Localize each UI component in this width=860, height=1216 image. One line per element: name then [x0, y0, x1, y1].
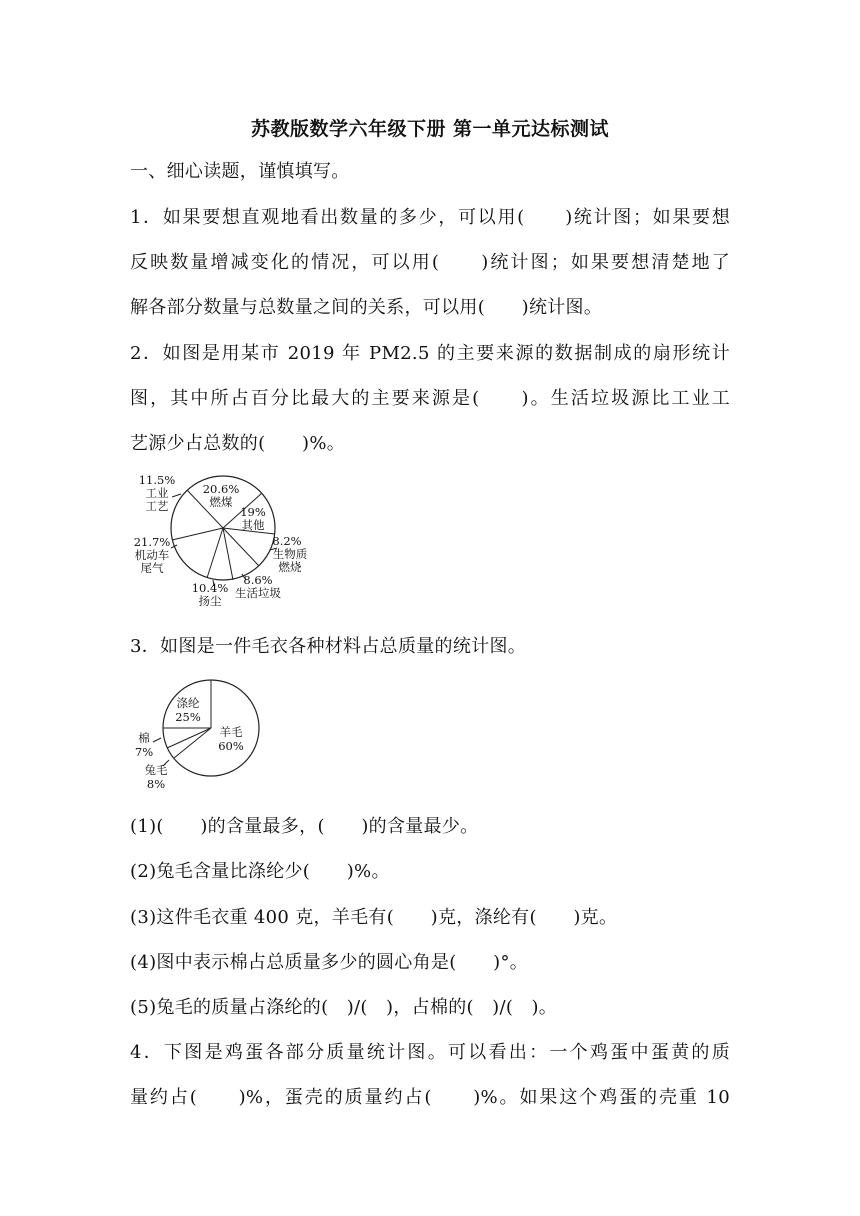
pie-label-dilun: 涤纶: [176, 696, 200, 710]
pie-label-laji-pct: 8.6%: [243, 573, 273, 587]
pie-label-gongye-2: 工艺: [145, 499, 169, 513]
pie-label-yangmao: 羊毛: [219, 725, 243, 739]
q3-sub-2: (2)兔毛含量比涤纶少( )%。: [130, 861, 390, 882]
q4-line-2: 量约占( )%，蛋壳的质量约占( )%。如果这个鸡蛋的壳重 10: [130, 1087, 730, 1108]
pie-label-jidong-1: 机动车: [134, 548, 170, 562]
page-title: 苏教版数学六年级下册 第一单元达标测试: [250, 118, 610, 140]
q3-sub-5: (5)兔毛的质量占涤纶的( )/( )，占棉的( )/( )。: [130, 997, 558, 1018]
pie-label-jidong-2: 尾气: [140, 561, 164, 575]
pie-label-mian: 棉: [138, 731, 150, 745]
pie-label-qita: 其他: [241, 518, 265, 532]
q3-sub-1: (1)( )的含量最多，( )的含量最少。: [130, 816, 479, 837]
pie-label-laji: 生活垃圾: [235, 586, 281, 600]
q2-line-2: 图，其中所占百分比最大的主要来源是( )。生活垃圾源比工业工: [130, 388, 730, 409]
pie-label-shengwu-2: 燃烧: [278, 560, 302, 574]
pie-label-gongye-pct: 11.5%: [138, 473, 176, 487]
q1-line-2: 反映数量增减变化的情况，可以用( )统计图；如果要想清楚地了: [130, 252, 730, 273]
pie-label-tumao: 兔毛: [144, 763, 168, 777]
q4-line-1: 4．下图是鸡蛋各部分质量统计图。可以看出：一个鸡蛋中蛋黄的质: [130, 1042, 730, 1063]
pie-label-jidong-pct: 21.7%: [133, 535, 171, 549]
q3-sub-4: (4)图中表示棉占总质量多少的圆心角是( )°。: [130, 952, 529, 973]
q2-line-3: 艺源少占总数的( )%。: [130, 433, 346, 454]
pie-label-shengwu-1: 生物质: [272, 547, 308, 561]
section-heading: 一、细心读题，谨慎填写。: [130, 161, 350, 182]
pie-label-meiyan-pct: 20.6%: [202, 482, 240, 496]
pie-label-tumao-pct: 8%: [146, 777, 166, 791]
pie-label-qita-pct: 19%: [240, 505, 266, 519]
q1-line-3: 解各部分数量与总数量之间的关系，可以用( )统计图。: [130, 297, 603, 318]
pie-label-yangchen: 扬尘: [198, 594, 222, 608]
pie-label-yangmao-pct: 60%: [218, 739, 244, 753]
pie-label-mian-pct: 7%: [134, 745, 154, 759]
pie-label-gongye-1: 工业: [145, 486, 169, 500]
pm25-pie-chart: [125, 470, 335, 610]
sweater-pie-chart: [125, 670, 275, 800]
q3-sub-3: (3)这件毛衣重 400 克，羊毛有( )克，涤纶有( )克。: [130, 907, 618, 928]
pie-label-yangchen-pct: 10.4%: [191, 581, 229, 595]
pie-label-shengwu-pct: 8.2%: [272, 534, 302, 548]
pie-label-dilun-pct: 25%: [175, 710, 201, 724]
q1-line-1: 1．如果要想直观地看出数量的多少，可以用( )统计图；如果要想: [130, 207, 730, 228]
q2-line-1: 2．如图是用某市 2019 年 PM2.5 的主要来源的数据制成的扇形统计: [130, 343, 730, 364]
q3-intro: 3．如图是一件毛衣各种材料占总质量的统计图。: [130, 636, 527, 657]
pie-label-meiyan: 燃煤: [209, 495, 233, 509]
